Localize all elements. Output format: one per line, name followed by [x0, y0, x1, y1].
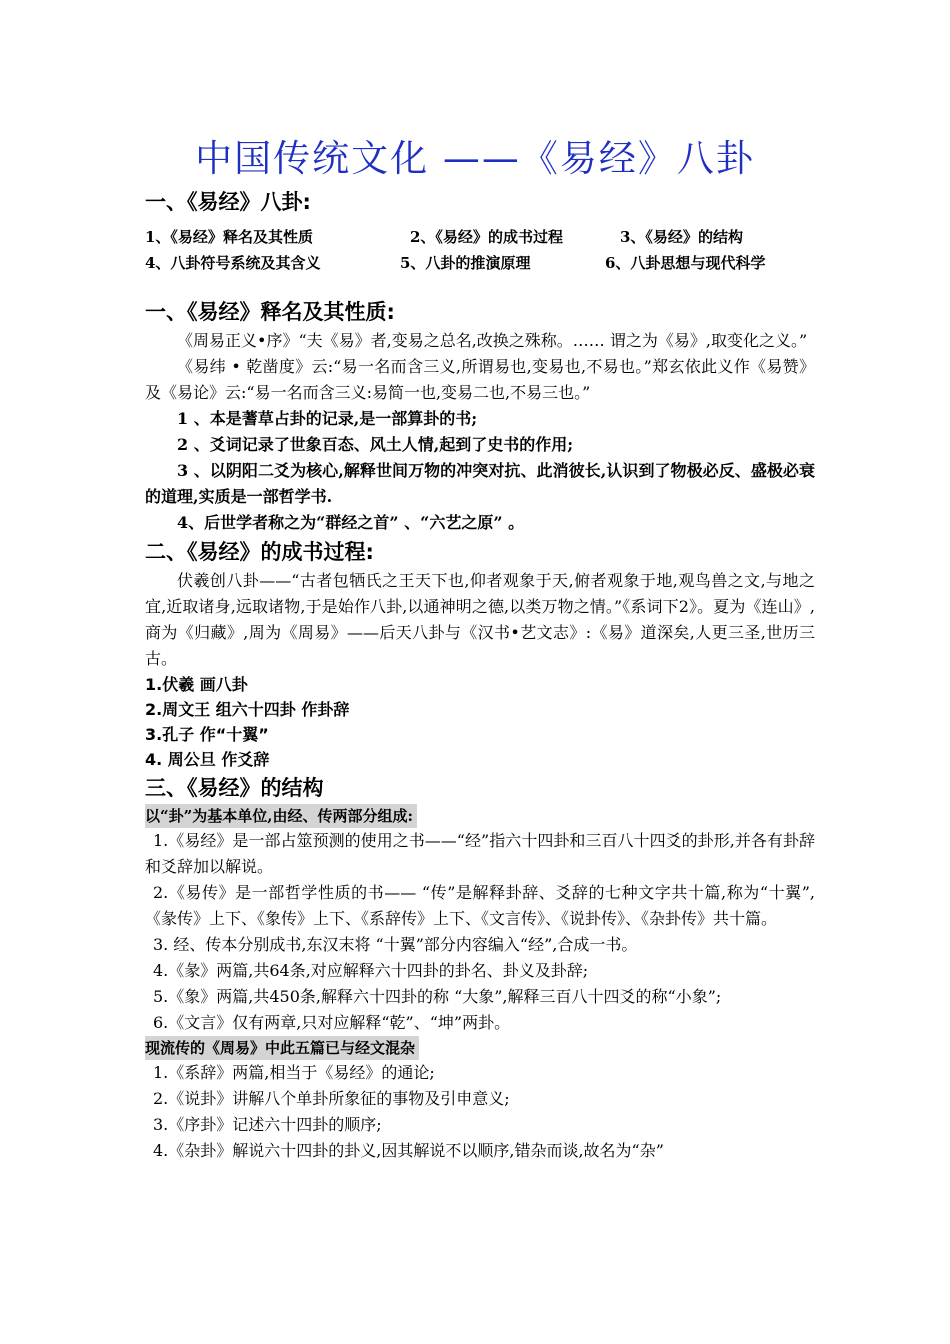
list-item: 2.《说卦》讲解八个单卦所象征的事物及引申意义; — [153, 1089, 510, 1108]
property-point: 3 、以阴阳二爻为核心,解释世间万物的冲突对抗、此消彼长,认识到了物极必反、盛极必衰的道理,实质是一部哲学书. — [145, 461, 815, 506]
section-heading: 二、《易经》的成书过程: — [145, 540, 374, 564]
list-item: 4.《彖》两篇,共64条,对应解释六十四卦的卦名、卦义及卦辞; — [153, 961, 589, 980]
list-item: 3.《序卦》记述六十四卦的顺序; — [153, 1115, 382, 1134]
property-point: 2 、爻词记录了世象百态、风土人情,起到了史书的作用; — [177, 435, 574, 454]
document-title: 中国传统文化 ——《易经》八卦 — [195, 137, 755, 180]
paragraph: 《周易正义•序》“夫《易》者,变易之总名,改换之殊称。…… 谓之为《易》,取变化之义。” — [177, 331, 808, 350]
toc-item: 1、《易经》释名及其性质 — [145, 228, 313, 246]
author-item: 1.伏羲 画八卦 — [145, 675, 248, 694]
toc-item: 4、八卦符号系统及其含义 — [145, 254, 321, 272]
list-item: 4.《杂卦》解说六十四卦的卦义,因其解说不以顺序,错杂而谈,故名为“杂” — [153, 1141, 664, 1160]
property-point: 4、后世学者称之为“群经之首” 、“六艺之原” 。 — [177, 513, 525, 532]
toc-item: 2、《易经》的成书过程 — [410, 228, 563, 246]
toc-item: 3、《易经》的结构 — [620, 228, 743, 246]
paragraph: 伏羲创八卦——“古者包牺氏之王天下也,仰者观象于天,俯者观象于地,观鸟兽之文,与地之宜,近取诸身,远取诸物,于是始作八卦,以通神明之德,以类万物之情。”《系词下2》。夏为《连山》,商为《归藏》,周为《周易》——后天八卦与《汉书•艺文志》:《易》道深矣,人更三圣,世历三古。 — [145, 571, 815, 668]
list-item: 1.《易经》是一部占筮预测的使用之书——“经”指六十四卦和三百八十四爻的卦形,并各有卦辞和爻辞加以解说。 — [145, 831, 815, 876]
list-item: 1.《系辞》两篇,相当于《易经》的通论; — [153, 1063, 435, 1082]
toc-heading: 一、《易经》八卦: — [145, 190, 311, 214]
author-item: 4. 周公旦 作爻辞 — [145, 750, 270, 769]
author-item: 3.孔子 作“十翼” — [145, 725, 269, 744]
author-item: 2.周文王 组六十四卦 作卦辞 — [145, 700, 350, 719]
toc-item: 6、八卦思想与现代科学 — [605, 254, 766, 272]
toc-row — [145, 250, 815, 276]
toc-row — [145, 224, 815, 250]
table-of-contents — [145, 224, 815, 276]
list-item: 6.《文言》仅有两章,只对应解释“乾”、“坤”两卦。 — [153, 1013, 511, 1032]
section-heading: 一、《易经》释名及其性质: — [145, 300, 395, 324]
toc-item: 5、八卦的推演原理 — [400, 254, 531, 272]
document-body — [145, 186, 815, 1164]
paragraph: 《易纬 • 乾凿度》云:“易一名而含三义,所谓易也,变易也,不易也。”郑玄依此义作《易赞》及《易论》云:“易一名而含三义:易简一也,变易二也,不易三也。” — [145, 357, 815, 402]
list-item: 2.《易传》是一部哲学性质的书—— “传”是解释卦辞、爻辞的七种文字共十篇,称为“十翼”,《彖传》上下、《象传》上下、《系辞传》上下、《文言传》、《说卦传》、《杂卦传》共十篇。 — [145, 883, 815, 928]
highlight-band: 以“卦”为基本单位,由经、传两部分组成: — [145, 804, 417, 828]
list-item: 5.《象》两篇,共450条,解释六十四卦的称 “大象”,解释三百八十四爻的称“小象”; — [153, 987, 722, 1006]
section-heading: 三、《易经》的结构 — [145, 776, 324, 800]
list-item: 3. 经、传本分别成书,东汉末将 “十翼”部分内容编入“经”,合成一书。 — [153, 935, 638, 954]
highlight-band: 现流传的《周易》中此五篇已与经文混杂 — [145, 1036, 419, 1060]
property-point: 1 、本是蓍草占卦的记录,是一部算卦的书; — [177, 409, 478, 428]
